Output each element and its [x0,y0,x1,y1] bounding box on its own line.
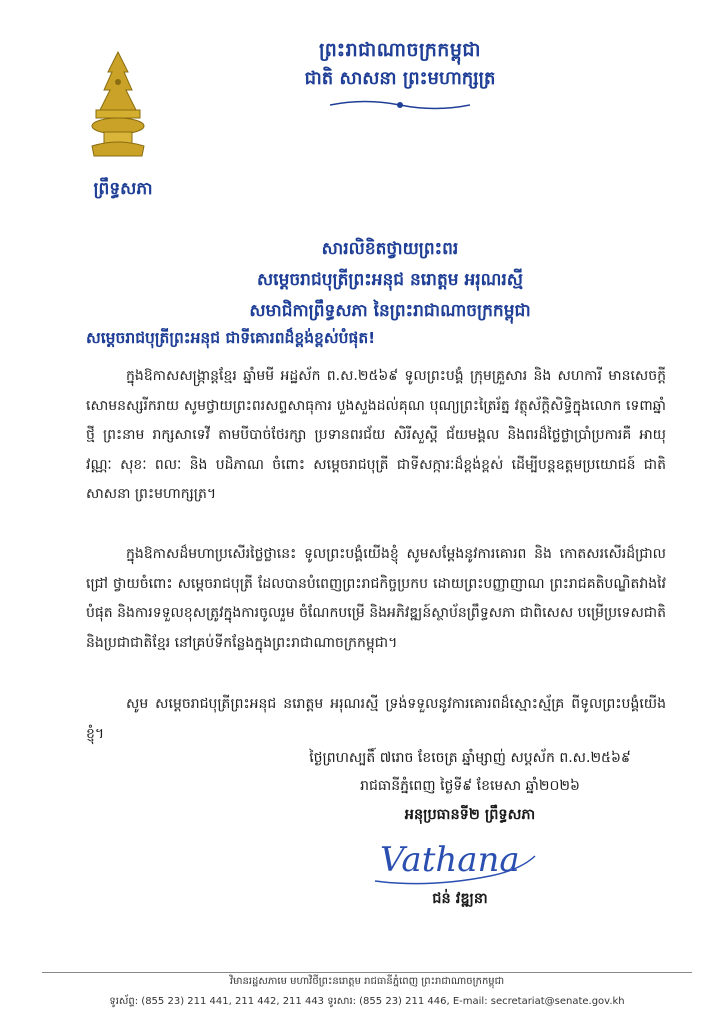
place-and-date: រាជធានីភ្នំពេញ ថ្ងៃទី៩ ខែមេសា ឆ្នាំ២០២៦ [360,778,580,794]
salutation: សម្តេចរាជបុត្រីព្រះអនុជ ជាទីគោរពដ៏ខ្ពង់ខ្ពស់បំផុត! [86,329,376,347]
kingdom-heading: ព្រះរាជាណាចក្រកម្ពុជា [319,39,481,61]
senate-emblem-icon [82,50,154,160]
body-paragraph-3: សូម សម្តេចរាជបុត្រីព្រះអនុជ នរោត្តម អរុណរស្មី ទ្រង់ទទួលនូវការគោរពដ៏ស្មោះស្ម័គ្រ ពីទូលព្រះបង្គំយើងខ្ញុំ។ [86,696,666,742]
footer-contact: ទូរស័ព្ទ: (855 23) 211 441, 211 442, 211 443 ទូរសារ: (855 23) 211 446, E-mail: secretariat@senate.gov.kh [109,996,625,1007]
handwritten-signature [370,826,540,896]
footer-address: វិមានរដ្ឋសភាមេ មហាវិថីព្រះនរោត្តម រាជធានីភ្នំពេញ ព្រះរាជាណាចក្រកម្ពុជា [229,976,505,987]
ornament-divider-icon [330,98,470,112]
institution-name: ព្រឹទ្ធសភា [93,179,153,199]
body-paragraph-1: ក្នុងឱកាសសង្ក្រាន្តខ្មែរ ឆ្នាំមមី អដ្ឋស័ក ព.ស.២៥៦៩ ទូលព្រះបង្គំ ក្រុមគ្រួសារ និង សហការី មានសេចក្តីសោមនស្សរីករាយ សូមថ្វាយព្រះពរសព្ទសាធុការ បួងសួងដល់គុណ បុណ្យព្រះត្រៃរ័ត្ន វត្ថុស័ក្តិសិទ្ធិក្នុងលោក ទេពាឆ្នាំថ្មី ព្រះនាម រាក្សសាទេវី តាមបីបាច់ថែរក្សា ប្រទានពរជ័យ សិរីសួស្តី ជ័យមង្គល និងពរដ៏ថ្លៃថ្លាប្រាំប្រការគឺ អាយុ វណ្ណៈ សុខៈ ពលៈ និង បដិភាណ ចំពោះ សម្តេចរាជបុត្រី ជាទីសក្ការៈដ៏ខ្ពង់ខ្ពស់ ដើម្បីបន្តឧត្តមប្រយោជន៍ ជាតិ សាសនា ព្រះមហាក្សត្រ។ [86,368,666,502]
lunar-date: ថ្ងៃព្រហស្បតិ៍ ៧រោច ខែចេត្រ ឆ្នាំម្សាញ់ សប្តស័ក ព.ស.២៥៦៩ [309,750,631,766]
title-line-3: សមាជិកាព្រឹទ្ធសភា នៃព្រះរាជាណាចក្រកម្ពុជា [249,301,531,321]
national-motto: ជាតិ សាសនា ព្រះមហាក្សត្រ [304,68,496,89]
title-line-2: សម្តេចរាជបុត្រីព្រះអនុជ នរោត្តម អរុណរស្មី [256,270,523,290]
signature-text: Vathana [380,840,520,880]
body-paragraph-2: ក្នុងឱកាសដ៏មហាប្រសើរថ្លៃថ្លានេះ ទូលព្រះបង្គំយើងខ្ញុំ សូមសម្តែងនូវការគោរព និង កោតសរសើរដ៏ជ្រាលជ្រៅ ថ្វាយចំពោះ សម្តេចរាជបុត្រី ដែលបានបំពេញព្រះរាជកិច្ចប្រកប ដោយព្រះបញ្ញាញាណ ព្រះរាជគតិបណ្ឌិតវាងវៃបំផុត និងការទទួលខុសត្រូវក្នុងការចូលរួម ចំណែកបម្រើ និងអភិវឌ្ឍន៍ស្ថាប័នព្រឹទ្ធសភា ជាពិសេស បម្រើប្រទេសជាតិ និងប្រជាជាតិខ្មែរ នៅគ្រប់ទីកន្លែងក្នុងព្រះរាជាណាចក្រកម្ពុជា។ [86,546,666,651]
signer-title: អនុប្រធានទី២ ព្រឹទ្ធសភា [404,807,536,823]
letter-title [120,234,660,327]
footer-divider [42,972,692,973]
title-line-1: សារលិខិតថ្វាយព្រះពរ [321,239,459,259]
signer-name: ជន់ វឌ្ឍនា [432,891,488,907]
